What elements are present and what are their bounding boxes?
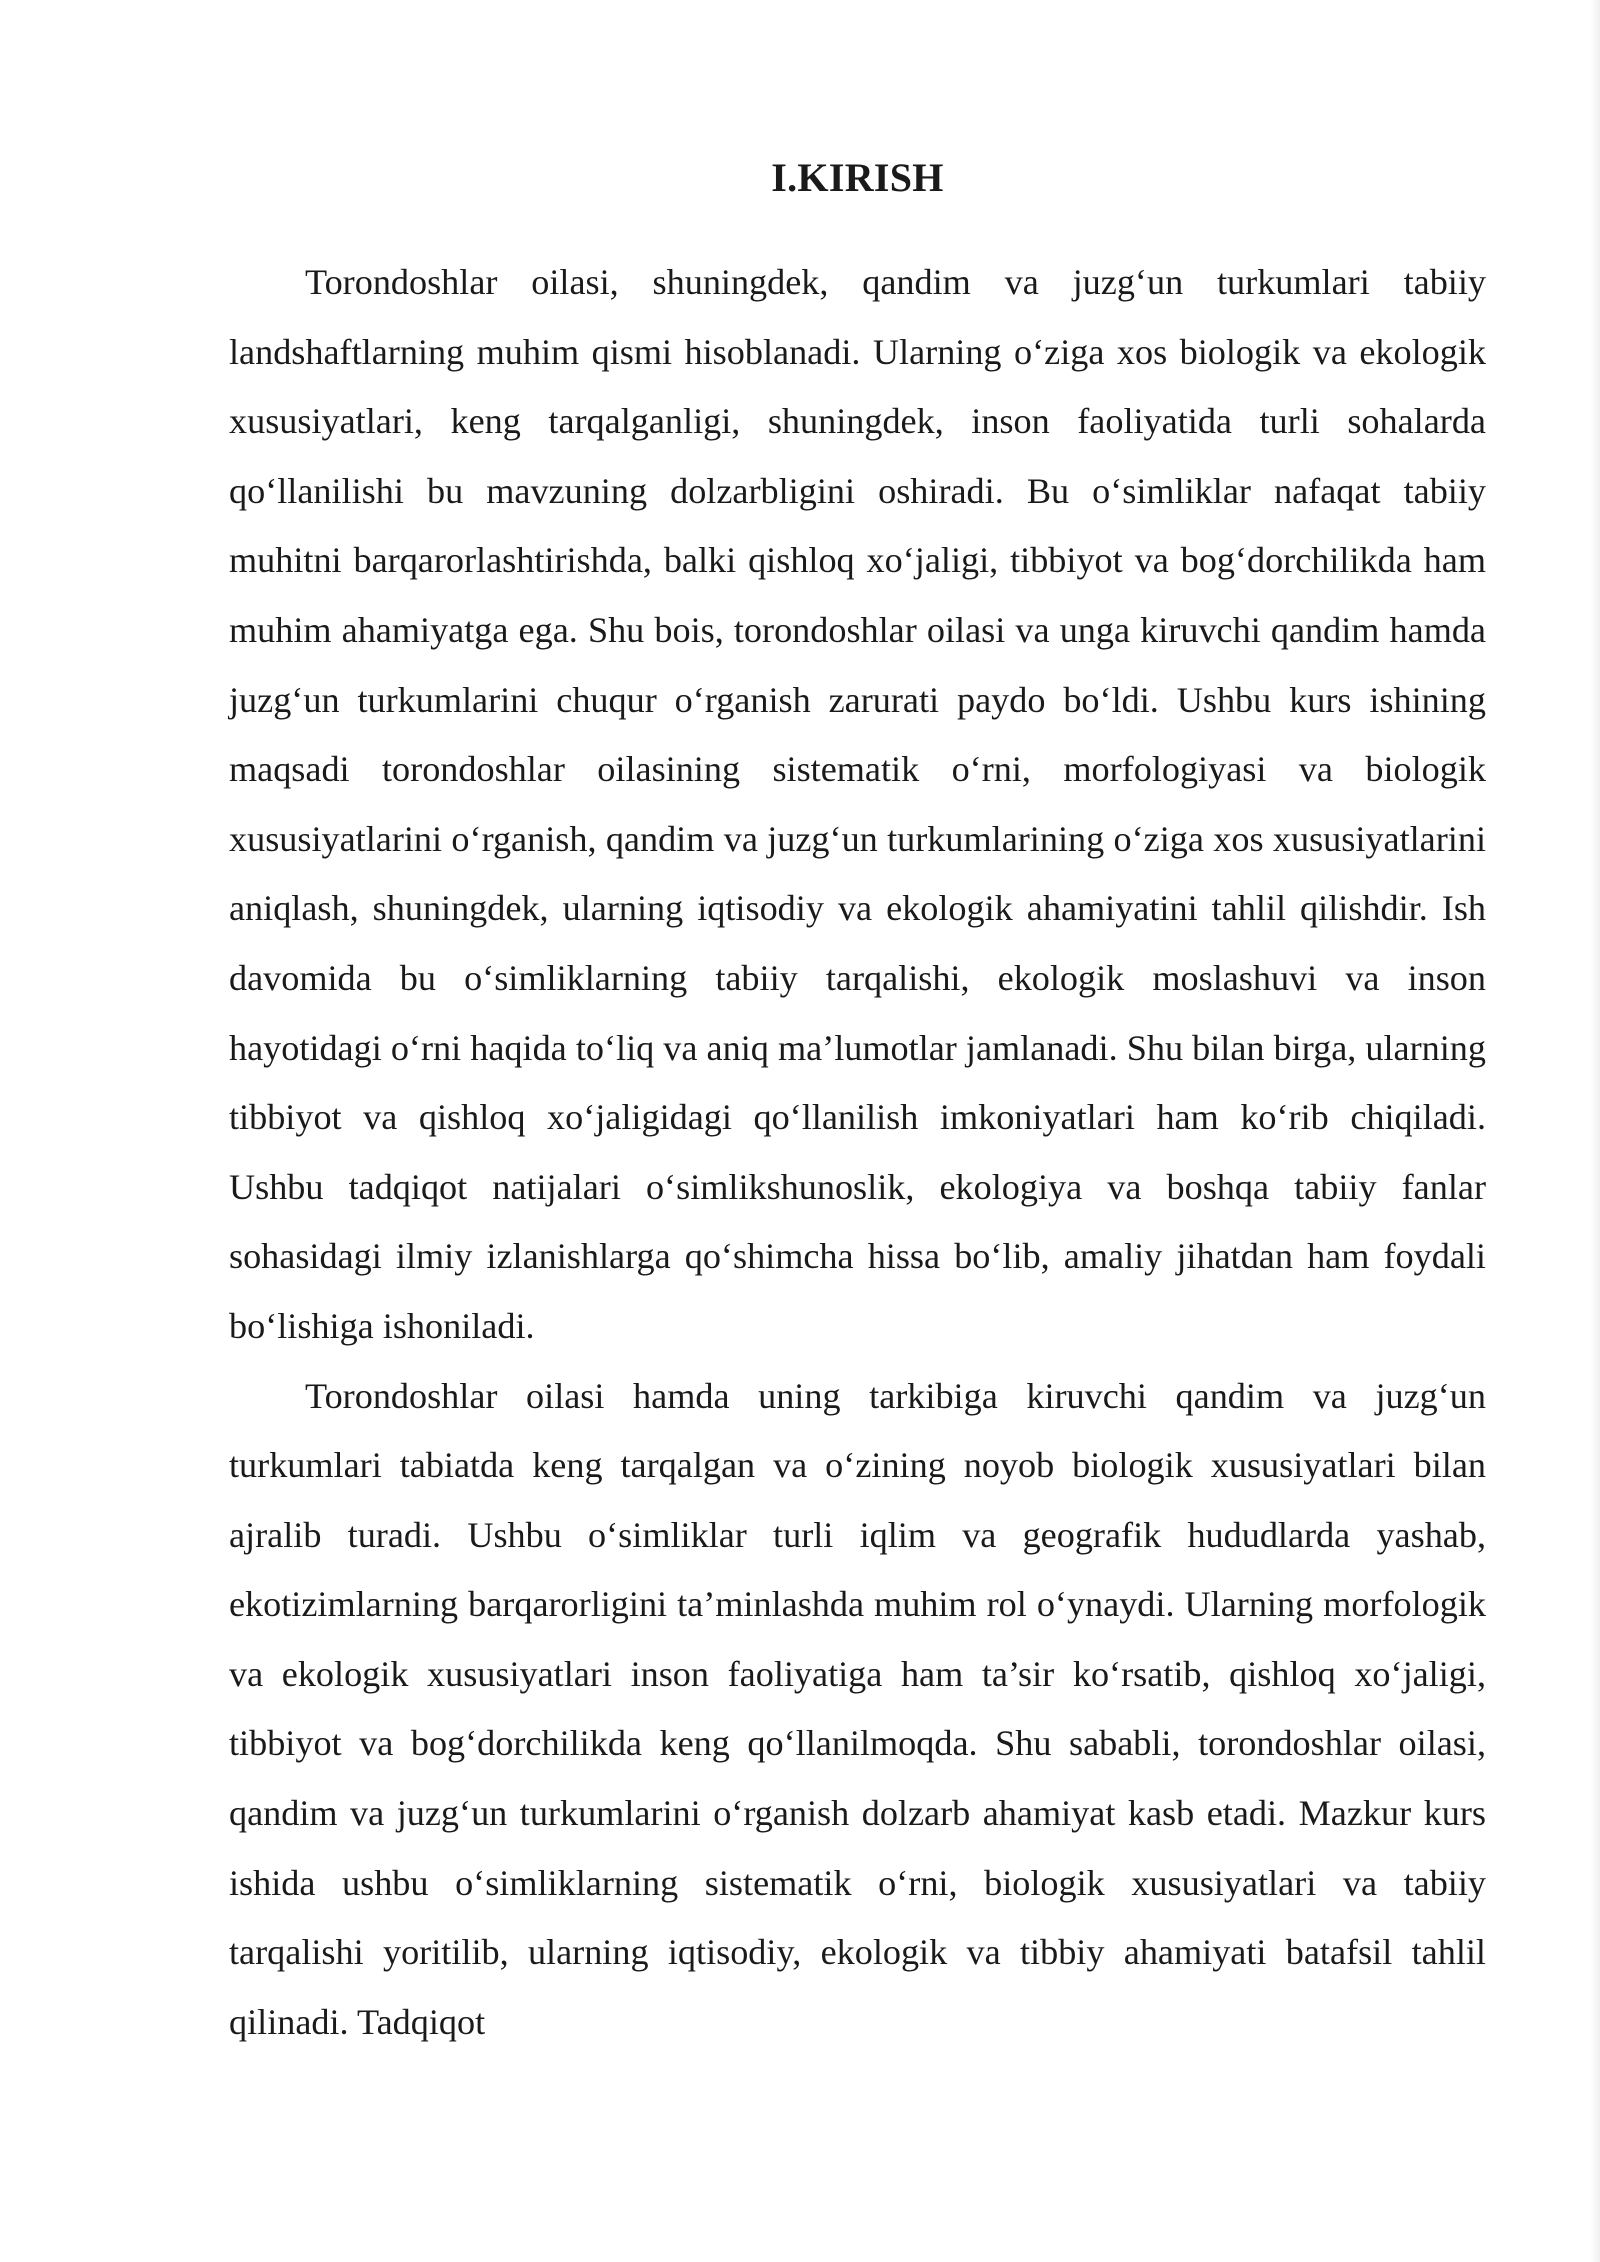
body-text — [229, 248, 1486, 2057]
paragraph-1: Torondoshlar oilasi, shuningdek, qandim va juzg‘un turkumlari tabiiy landshaftlarning muhim qismi hisoblanadi. Ularning o‘ziga xos biologik va ekologik xususiyatlari, keng tarqalganligi, shuningdek, inson faoliyatida turli sohalarda qo‘llanilishi bu mavzuning dolzarbligini oshiradi. Bu o‘simliklar nafaqat tabiiy muhitni barqarorlashtirishda, balki qishloq xo‘jaligi, tibbiyot va bog‘dorchilikda ham muhim ahamiyatga ega. Shu bois, torondoshlar oilasi va unga kiruvchi qandim hamda juzg‘un turkumlarini chuqur o‘rganish zarurati paydo bo‘ldi. Ushbu kurs ishining maqsadi torondoshlar oilasining sistematik o‘rni, morfologiyasi va biologik xususiyatlarini o‘rganish, qandim va juzg‘un turkumlarining o‘ziga xos xususiyatlarini aniqlash, shuningdek, ularning iqtisodiy va ekologik ahamiyatini tahlil qilishdir. Ish davomida bu o‘simliklarning tabiiy tarqalishi, ekologik moslashuvi va inson hayotidagi o‘rni haqida to‘liq va aniq ma’lumotlar jamlanadi. Shu bilan birga, ularning tibbiyot va qishloq xo‘jaligidagi qo‘llanilish imkoniyatlari ham ko‘rib chiqiladi. Ushbu tadqiqot natijalari o‘simlikshunoslik, ekologiya va boshqa tabiiy fanlar sohasidagi ilmiy izlanishlarga qo‘shimcha hissa bo‘lib, amaliy jihatdan ham foydali bo‘lishiga ishoniladi. — [229, 262, 1486, 1346]
paragraph-2: Torondoshlar oilasi hamda uning tarkibiga kiruvchi qandim va juzg‘un turkumlari tabiatda keng tarqalgan va o‘zining noyob biologik xususiyatlari bilan ajralib turadi. Ushbu o‘simliklar turli iqlim va geografik hududlarda yashab, ekotizimlarning barqarorligini ta’minlashda muhim rol o‘ynaydi. Ularning morfologik va ekologik xususiyatlari inson faoliyatiga ham ta’sir ko‘rsatib, qishloq xo‘jaligi, tibbiyot va bog‘dorchilikda keng qo‘llanilmoqda. Shu sababli, torondoshlar oilasi, qandim va juzg‘un turkumlarini o‘rganish dolzarb ahamiyat kasb etadi. Mazkur kurs ishida ushbu o‘simliklarning sistematik o‘rni, biologik xususiyatlari va tabiiy tarqalishi yoritilib, ularning iqtisodiy, ekologik va tibbiy ahamiyati batafsil tahlil qilinadi. Tadqiqot — [229, 1375, 1486, 2042]
page-edge-shadow — [1590, 0, 1600, 2262]
page-title: I.KIRISH — [771, 155, 944, 200]
